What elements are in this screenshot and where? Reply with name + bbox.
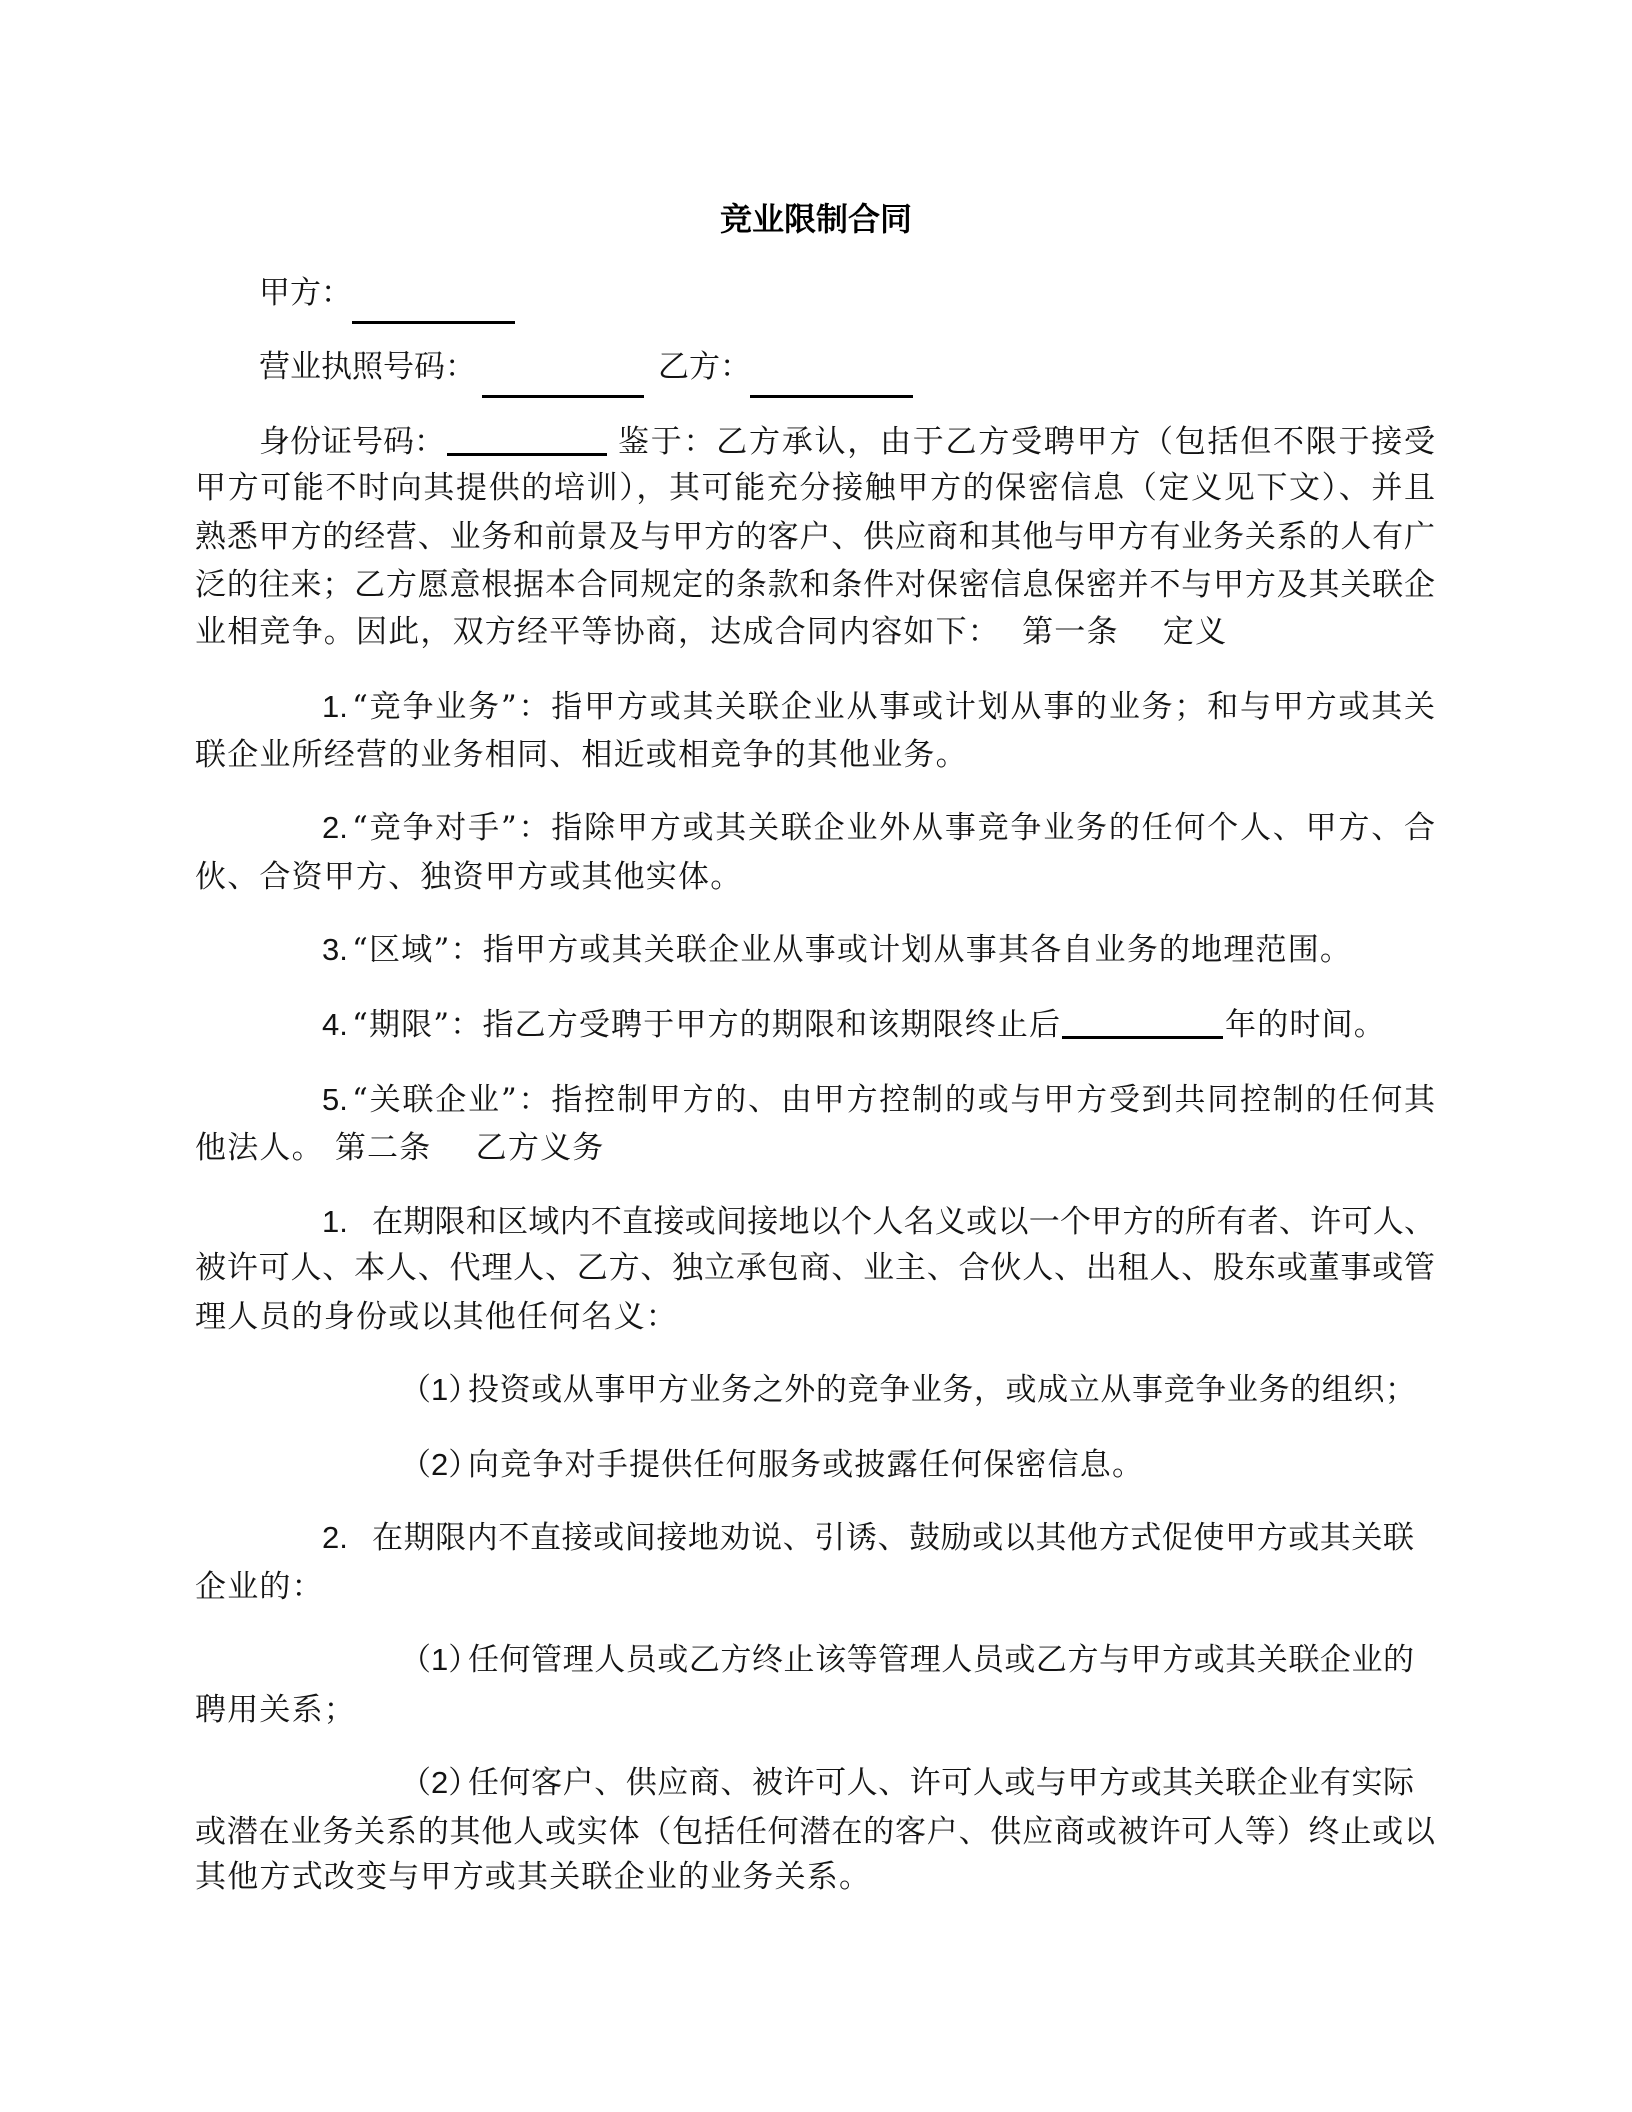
- definition-1-line-2: 联企业所经营的业务相同、相近或相竞争的其他业务。: [195, 737, 968, 773]
- obligation-2-sub-2-line-2: 或潜在业务关系的其他人或实体（包括任何潜在的客户、供应商或被许可人等）终止或以: [195, 1814, 1435, 1850]
- id-number-label: 身份证号码：: [259, 424, 445, 460]
- obligation-2-sub-1-number: （1）: [400, 1642, 480, 1677]
- obligation-1-line-2: 被许可人、本人、代理人、乙方、独立承包商、业主、合伙人、出租人、股东或董事或管: [195, 1250, 1435, 1286]
- party-b-label: 乙方：: [658, 349, 751, 385]
- obligation-2-sub-2-line-1: 任何客户、供应商、被许可人、许可人或与甲方或其关联企业有实际: [468, 1765, 1414, 1801]
- party-a-blank-field[interactable]: [352, 321, 515, 324]
- definition-2-line-1: “竞争对手”：指除甲方或其关联企业外从事竞争业务的任何个人、甲方、合: [352, 810, 1435, 846]
- business-license-label: 营业执照号码：: [259, 349, 476, 385]
- obligation-1-number: 1.: [322, 1204, 348, 1239]
- document-title: 竞业限制合同: [719, 200, 912, 238]
- preamble-line-2: 甲方可能不时向其提供的培训），其可能充分接触甲方的保密信息（定义见下文）、并且: [195, 470, 1435, 506]
- preamble-line-4: 泛的往来；乙方愿意根据本合同规定的条款和条件对保密信息保密并不与甲方及其关联企: [195, 567, 1435, 603]
- definition-5-line-2: 他法人。 第二条 乙方义务: [195, 1130, 605, 1166]
- definition-2-number: 2.: [322, 810, 348, 845]
- obligation-2-line-2: 企业的：: [195, 1569, 324, 1605]
- definition-1-line-1: “竞争业务”：指甲方或其关联企业从事或计划从事的业务；和与甲方或其关: [352, 689, 1435, 725]
- preamble-line-1: 鉴于：乙方承认，由于乙方受聘甲方（包括但不限于接受: [618, 424, 1435, 460]
- obligation-2-sub-2-line-3: 其他方式改变与甲方或其关联企业的业务关系。: [195, 1859, 872, 1895]
- preamble-line-5: 业相竞争。因此，双方经平等协商，达成合同内容如下： 第一条 定义: [195, 614, 1228, 650]
- obligation-1-line-3: 理人员的身份或以其他任何名义：: [195, 1299, 678, 1335]
- obligation-1-sub-1-text: 投资或从事甲方业务之外的竞争业务，或成立从事竞争业务的组织；: [468, 1372, 1416, 1408]
- term-years-blank-field[interactable]: [1062, 1036, 1223, 1039]
- definition-2-line-2: 伙、合资甲方、独资甲方或其他实体。: [195, 859, 743, 895]
- obligation-2-sub-1-line-1: 任何管理人员或乙方终止该等管理人员或乙方与甲方或其关联企业的: [468, 1642, 1414, 1678]
- definition-5-line-1: “关联企业”：指控制甲方的、由甲方控制的或与甲方受到共同控制的任何其: [352, 1082, 1435, 1118]
- definition-3-number: 3.: [322, 932, 348, 967]
- obligation-2-number: 2.: [322, 1520, 348, 1555]
- party-a-label: 甲方：: [259, 275, 352, 311]
- obligation-1-line-1: 在期限和区域内不直接或间接地以个人名义或以一个甲方的所有者、许可人、: [372, 1204, 1435, 1240]
- definition-5-number: 5.: [322, 1082, 348, 1117]
- definition-3-line-1: “区域”：指甲方或其关联企业从事或计划从事其各自业务的地理范围。: [352, 932, 1353, 968]
- obligation-1-sub-2-text: 向竞争对手提供任何服务或披露任何保密信息。: [468, 1447, 1145, 1483]
- obligation-2-sub-1-line-2: 聘用关系；: [195, 1692, 356, 1728]
- definition-4-number: 4.: [322, 1007, 348, 1042]
- id-number-blank-field[interactable]: [447, 453, 607, 456]
- definition-4-line-1-after: 年的时间。: [1225, 1007, 1386, 1043]
- party-b-blank-field[interactable]: [750, 395, 913, 398]
- business-license-blank-field[interactable]: [482, 395, 644, 398]
- definition-4-line-1: “期限”：指乙方受聘于甲方的期限和该期限终止后: [352, 1007, 1060, 1043]
- preamble-line-3: 熟悉甲方的经营、业务和前景及与甲方的客户、供应商和其他与甲方有业务关系的人有广: [195, 519, 1435, 555]
- obligation-2-line-1: 在期限内不直接或间接地劝说、引诱、鼓励或以其他方式促使甲方或其关联: [372, 1520, 1414, 1556]
- obligation-1-sub-1-number: （1）: [400, 1372, 480, 1407]
- obligation-1-sub-2-number: （2）: [400, 1447, 480, 1482]
- obligation-2-sub-2-number: （2）: [400, 1765, 480, 1800]
- definition-1-number: 1.: [322, 689, 348, 724]
